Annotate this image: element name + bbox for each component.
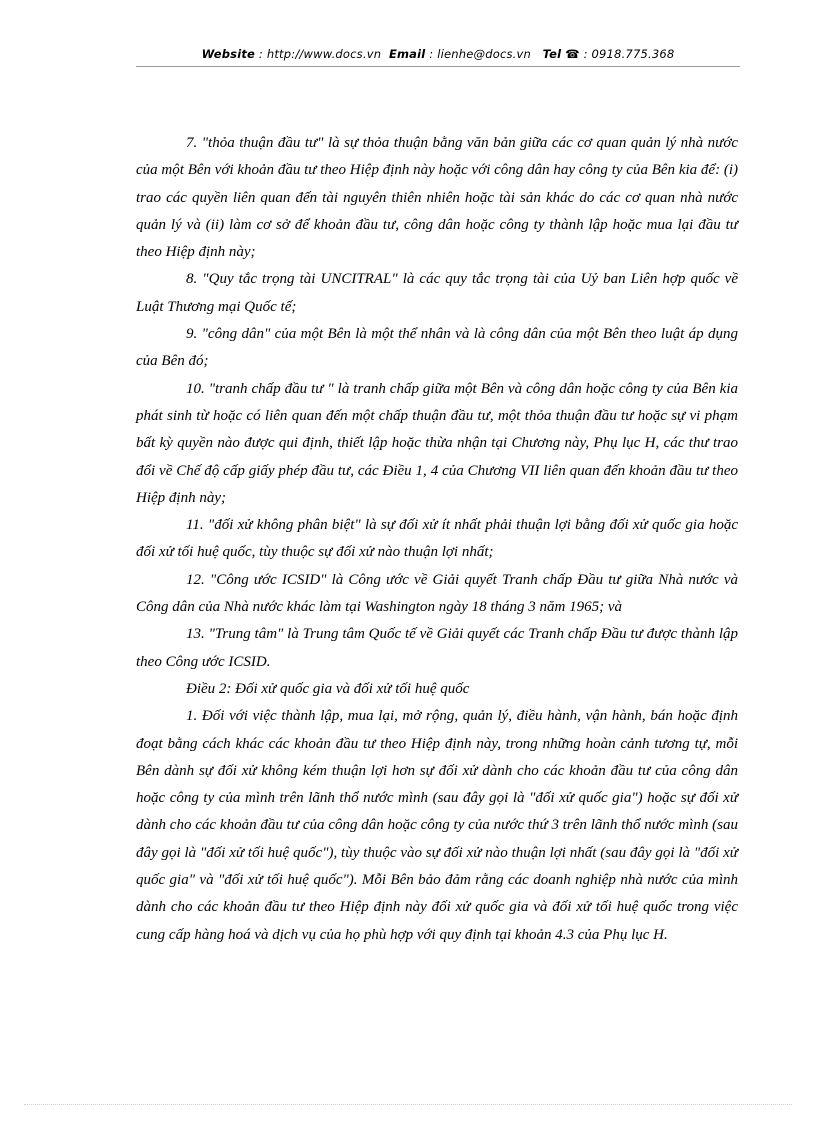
paragraph-7: 7. "thỏa thuận đầu tư" là sự thỏa thuận bằng văn bản giữa các cơ quan quản lý nhà nước của một Bên với khoản đầu tư theo Hiệp định này hoặc với công dân hay công ty của Bên kia để: (i) trao các quyền liên quan đến tài nguyên thiên nhiên hoặc tài sản khác do các cơ quan nhà nước quản lý và (ii) làm cơ sở để khoản đầu tư, công dân hoặc công ty thành lập hoặc mua lại đầu tư theo Hiệp định này; [136,135,738,261]
header-divider [136,66,740,67]
page-header [136,47,740,61]
paragraph-11: 11. "đối xử không phân biệt" là sự đối xử ít nhất phải thuận lợi bằng đối xử quốc gia hoặc đối xử tối huệ quốc, tùy thuộc sự đối xử nào thuận lợi nhất; [136,517,738,561]
website-value: : http://www.docs.vn [258,47,382,61]
email-value: : lienhe@docs.vn [429,47,532,61]
email-label: Email [388,47,426,61]
footer-divider [24,1104,792,1105]
tel-label: Tel [542,47,562,61]
paragraph-12: 12. "Công ước ICSID" là Công ước về Giải quyết Tranh chấp Đầu tư giữa Nhà nước và Công dân của Nhà nước khác làm tại Washington ngày 18 tháng 3 năm 1965; và [136,571,738,616]
website-label: Website [201,47,256,61]
paragraph-10: 10. "tranh chấp đầu tư " là tranh chấp giữa một Bên và công dân hoặc công ty của Bên kia phát sinh từ hoặc có liên quan đến một chấp thuận đầu tư, một thỏa thuận đầu tư hoặc sự vi phạm bất kỳ quyền nào được qui định, thiết lập hoặc thừa nhận tại Chương này, Phụ lục H, các thư trao đổi về Chế độ cấp giấy phép đầu tư, các Điều 1, 4 của Chương VII liên quan đến khoản đầu tư theo Hiệp định này; [136,380,738,506]
article-2-paragraph-1: 1. Đối với việc thành lập, mua lại, mở rộng, quản lý, điều hành, vận hành, bán hoặc định đoạt bằng cách khác các khoản đầu tư theo Hiệp định này, trong những hoàn cảnh tương tự, mỗi Bên dành sự đối xử không kém thuận lợi hơn sự đối xử dành cho các khoản đầu tư của công dân hoặc công ty của mình trên lãnh thổ nước mình (sau đây gọi là "đối xử quốc gia") hoặc sự đối xử dành cho các khoản đầu tư của công dân hoặc công ty của nước thứ 3 trên lãnh thổ nước mình (sau đây gọi là "đối xử tối huệ quốc"), tùy thuộc vào sự đối xử nào thuận lợi nhất (sau đây gọi là "đối xử quốc gia" và "đối xử tối huệ quốc"). Mỗi Bên bảo đảm rằng các doanh nghiệp nhà nước của mình dành cho các khoản đầu tư theo Hiệp định này đối xử quốc gia và đối xử tối huệ quốc trong việc cung cấp hàng hoá và dịch vụ của họ phù hợp với quy định tại khoản 4.3 của Phụ lục H. [136,708,738,943]
tel-value: : 0918.775.368 [583,47,675,61]
paragraph-9: 9. "công dân" của một Bên là một thể nhân và là công dân của một Bên theo luật áp dụng của Bên đó; [136,326,738,370]
paragraph-13: 13. "Trung tâm" là Trung tâm Quốc tế về Giải quyết các Tranh chấp Đầu tư được thành lập theo Công ước ICSID. [136,626,738,670]
phone-icon: ☎ [565,47,580,61]
document-body [136,130,738,949]
article-2-heading: Điều 2: Đối xử quốc gia và đối xử tối huệ quốc [186,680,470,697]
paragraph-8: 8. "Quy tắc trọng tài UNCITRAL" là các quy tắc trọng tài của Uỷ ban Liên hợp quốc về Luật Thương mại Quốc tế; [136,271,738,315]
